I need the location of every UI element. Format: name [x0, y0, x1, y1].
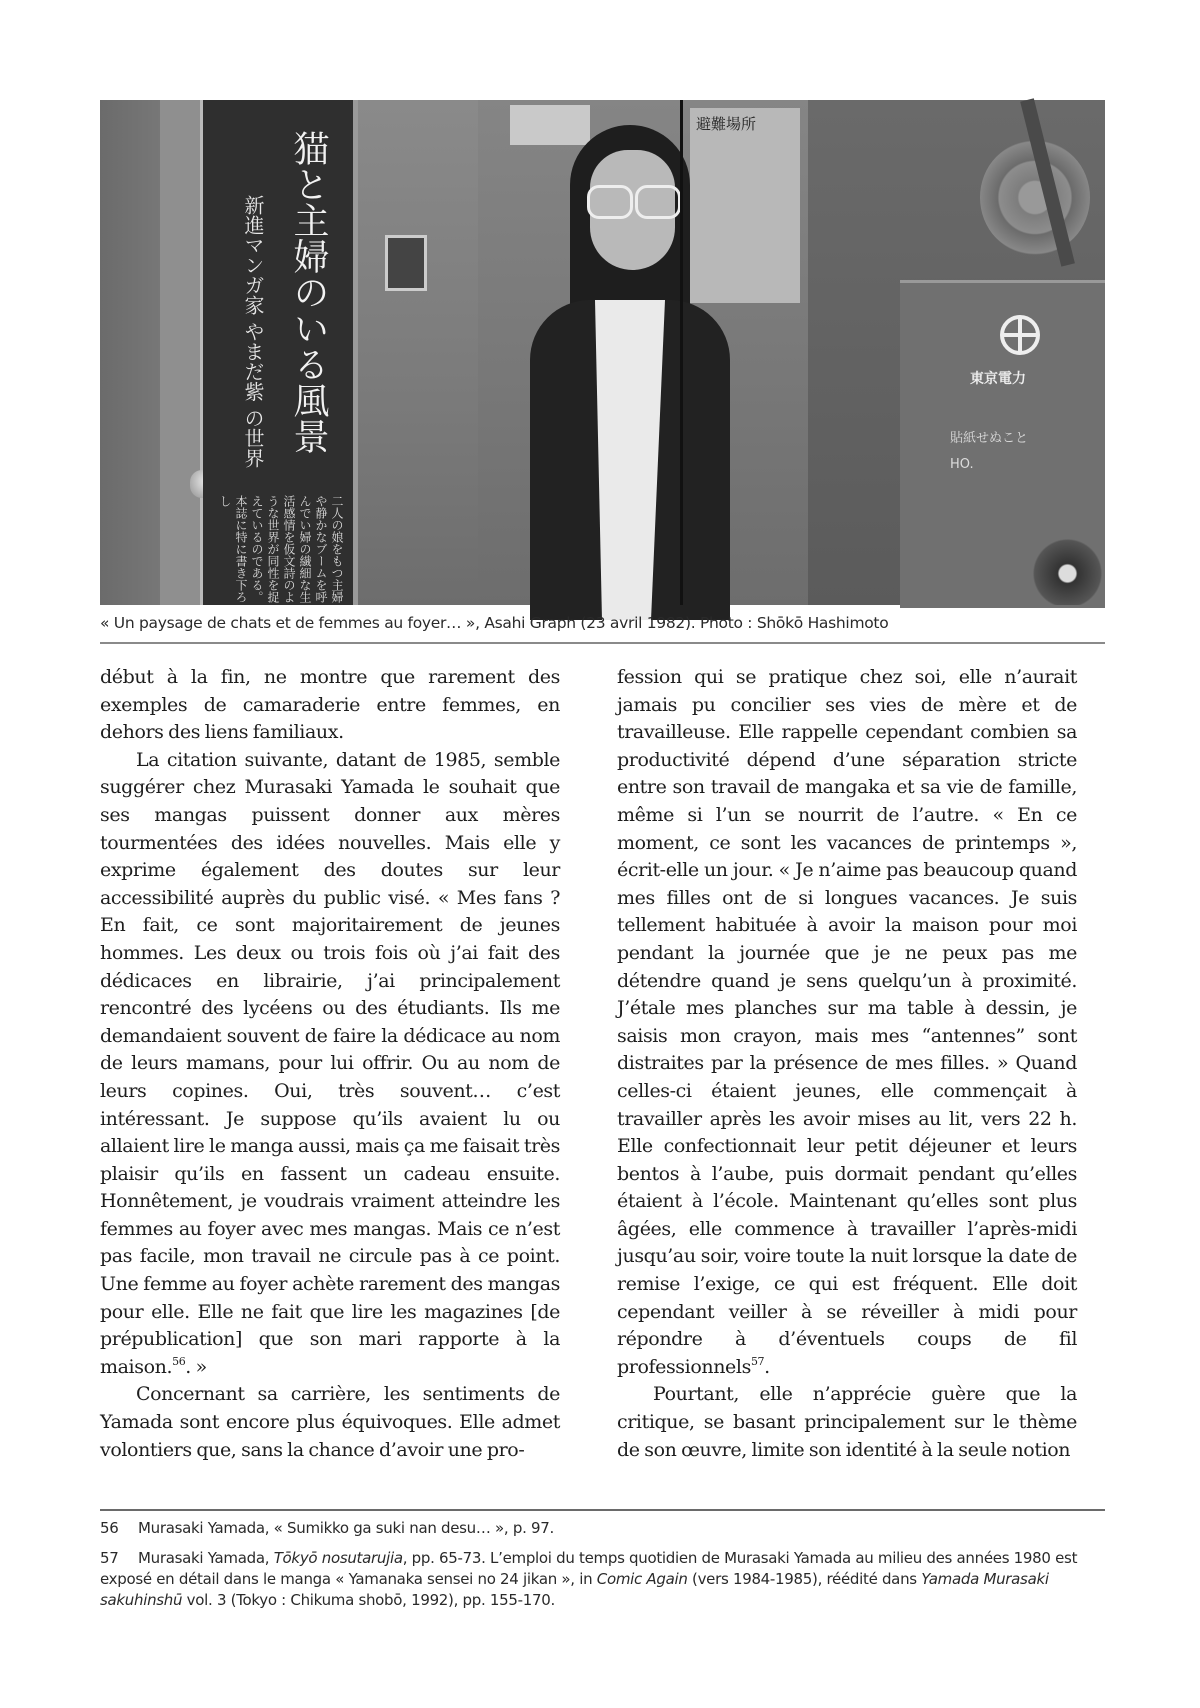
text-column-left — [100, 664, 560, 1464]
footnote-title: Comic Again — [596, 1570, 688, 1588]
photo-box-notice-2: HO. — [950, 457, 974, 472]
photo-japanese-body-text: 二人の娘をもつ主婦や静かなブームを呼んでい婦の繊細な生活感情を仮文詩のような世界が同性を捉えているのである。本誌に特に書き下ろし — [218, 495, 344, 603]
photo-box-notice: 貼紙せぬこと — [950, 431, 1029, 446]
figure-caption: « Un paysage de chats et de femmes au foyer… », Asahi Graph (23 avril 1982). Photo : Shōkō Hashimoto — [100, 614, 889, 632]
footnote-divider — [100, 1509, 1105, 1511]
paragraph — [617, 664, 1077, 1381]
photo-sign-text: 避難場所 — [696, 115, 757, 133]
paragraph-end: . — [764, 1355, 770, 1378]
footnote-ref-57[interactable]: 57 — [750, 1354, 765, 1368]
footnote-57 — [100, 1548, 1105, 1611]
footnote-text: vol. 3 (Tokyo : Chikuma shobō, 1992), pp. 155-170. — [182, 1591, 555, 1609]
photo-evacuation-map — [690, 108, 800, 303]
photo-bicycle — [1030, 500, 1105, 605]
magazine-photo — [100, 100, 1105, 605]
photo-japanese-subtitle: 新進マンガ家 やまだ紫 の世界 — [241, 195, 265, 468]
paragraph-end: . » — [185, 1355, 207, 1378]
footnote-number: 57 — [100, 1549, 119, 1567]
photo-japanese-title: 猫と主婦のいる風景 — [288, 130, 329, 454]
footnote-number: 56 — [100, 1519, 119, 1537]
footnote-title: Yamada Murasaki sakuhinshū — [100, 1570, 1049, 1609]
paragraph-text: fession qui se pratique chez soi, elle n’aurait jamais pu concilier ses vies de mère et de travailleuse. Elle rappelle cependant combien sa productivité dépend d’une séparation stricte entre son travail de mangaka et sa vie de famille, même si l’un se nourrit de l’autre. « En ce moment, ce sont les vacances de printemps », écrit-elle un jour. « Je n’aime pas beaucoup quand mes filles ont de si longues vacances. Je suis tellement habituée à avoir la maison pour moi pendant la journée que je ne peux pas me détendre quand je sens quelqu’un à proximité. J’étale mes planches sur ma table à dessin, je saisis mon crayon, mais mes “antennes” sont distraites par la présence de mes filles. » Quand celles-ci étaient jeunes, elle commençait à travailler après les avoir mises au lit, vers 22 h. Elle confectionnait leur petit déjeuner et leurs bentos à l’aube, puis dormait pendant qu’elles étaient à l’école. Maintenant qu’elles sont plus âgées, elle commence à travailler l’après-midi jusqu’au soir, voire toute la nuit lorsque la date de remise l’exige, ce qui est fréquent. Elle doit cependant veiller à se réveiller à midi pour répondre à d’éventuels coups de fil professionnels — [617, 666, 1077, 1378]
footnote-text: (vers 1984-1985), réédité dans — [687, 1570, 922, 1588]
photo-wall-left — [100, 100, 160, 605]
paragraph: Pourtant, elle n’apprécie guère que la critique, se basant principalement sur le thème de son œuvre, limite son identité à la seule notion — [617, 1383, 1077, 1461]
photo-sign — [510, 105, 590, 145]
photo-wall-middle — [358, 100, 478, 605]
footnote-ref-56[interactable]: 56 — [172, 1354, 186, 1368]
photo-person-glasses — [587, 185, 679, 215]
caption-divider — [100, 642, 1105, 644]
photo-page-fold — [680, 100, 683, 605]
footnote-56 — [100, 1518, 1105, 1539]
paragraph: Concernant sa carrière, les sentiments de Yamada sont encore plus équivoques. Elle admet volontiers que, sans la chance d’avoir une pro- — [100, 1383, 560, 1461]
photo-door — [160, 100, 203, 605]
paragraph-text: La citation suivante, datant de 1985, semble suggérer chez Murasaki Yamada le souhait que ses mangas puissent donner aux mères tourmentées des idées nouvelles. Mais elle y exprime également des doutes sur leur accessibilité auprès du public visé. « Mes fans ? En fait, ce sont majoritairement de jeunes hommes. Les deux ou trois fois où j’ai fait des dédicaces en librairie, j’ai principalement rencontré des lycéens ou des étudiants. Ils me demandaient souvent de faire la dédicace au nom de leurs mamans, pour lui offrir. Ou au nom de leurs copines. Oui, très souvent… c’est intéressant. Je suppose qu’ils avaient lu ou allaient lire le manga aussi, mais ça me faisait très plaisir qu’ils en fassent un cadeau ensuite. Honnêtement, je voudrais vraiment atteindre les femmes au foyer avec mes mangas. Mais ce n’est pas facile, mon travail ne circule pas à ce point. Une femme au foyer achète rarement des mangas pour elle. Elle ne fait que lire les magazines [de prépublication] que son mari rapporte à la maison. — [100, 748, 560, 1378]
tepco-logo-icon — [1000, 315, 1040, 355]
photo-electric-meter — [385, 235, 427, 291]
footnote-title: Tōkyō nosutarujia — [273, 1549, 403, 1567]
paragraph — [100, 747, 560, 1382]
paragraph: début à la fin, ne montre que rarement des exemples de camaraderie entre femmes, en dehors des liens familiaux. — [100, 666, 560, 744]
footnote-text: , pp. 65-73. L’emploi du temps quotidien de Murasaki Yamada au milieu des années 1980 est exposé en détail dans le manga « Yamanaka sensei no 24 jikan », in — [100, 1549, 1078, 1588]
text-column-right — [617, 664, 1077, 1464]
footnote-text: Murasaki Yamada, — [138, 1549, 274, 1567]
footnote-text: Murasaki Yamada, « Sumikko ga suki nan desu… », p. 97. — [138, 1519, 554, 1537]
photo-box-label: 東京電力 — [970, 371, 1026, 387]
